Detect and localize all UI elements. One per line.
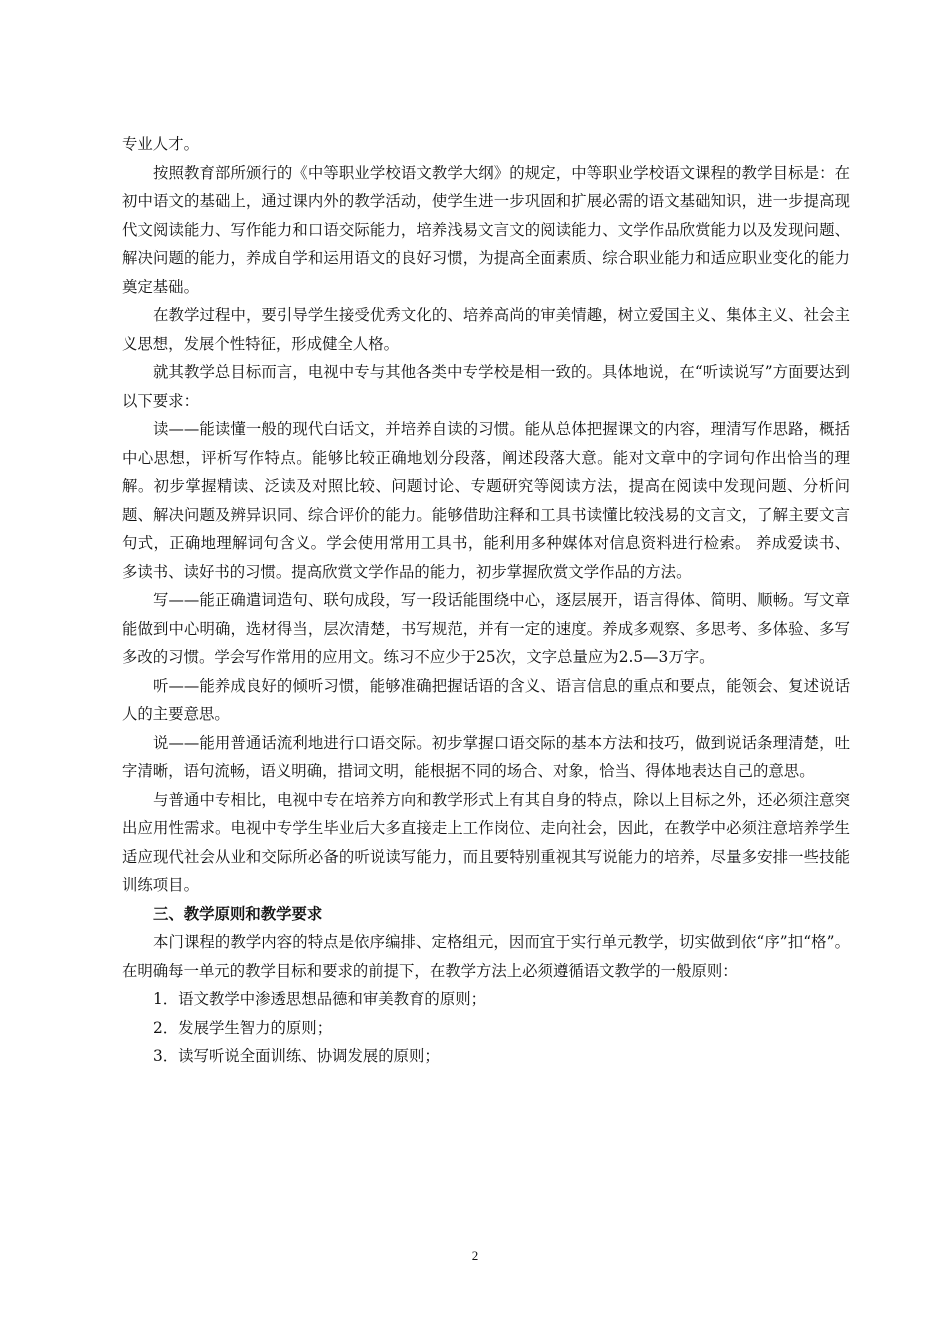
principle-item: 2．发展学生智力的原则； [153,1018,333,1037]
principle-item: 3．读写听说全面训练、协调发展的原则； [153,1047,440,1065]
paragraph-listening: 听——能养成良好的倾听习惯，能够准确把握话语的含义、语言信息的重点和要点，能领会、复述说话人的主要意思。 [122,676,850,723]
section-heading: 三、教学原则和教学要求 [153,904,323,923]
document-body [122,130,850,1071]
paragraph-comparison: 与普通中专相比，电视中专在培养方向和教学形式上有其自身的特点，除以上目标之外，还必须注意突出应用性需求。电视中专学生毕业后大多直接走上工作岗位、走向社会，因此，在教学中必须注意培养学生适应现代社会从业和交际所必备的听说读写能力，而且要特别重视其写说能力的培养，尽量多安排一些技能训练项目。 [122,790,850,894]
paragraph-teaching-process: 在教学过程中，要引导学生接受优秀文化的、培养高尚的审美情趣，树立爱国主义、集体主义、社会主义思想，发展个性特征，形成健全人格。 [122,306,850,353]
paragraph-teaching-goals: 按照教育部所颁行的《中等职业学校语文教学大纲》的规定，中等职业学校语文课程的教学目标是：在初中语文的基础上，通过课内外的教学活动，使学生进一步巩固和扩展必需的语文基础知识，进一步提高现代文阅读能力、写作能力和口语交际能力，培养浅易文言文的阅读能力、文学作品欣赏能力以及发现问题、解决问题的能力，养成自学和运用语文的良好习惯，为提高全面素质、综合职业能力和适应职业变化的能力奠定基础。 [122,163,850,296]
page-number: 2 [471,1248,479,1263]
principle-item: 1．语文教学中渗透思想品德和审美教育的原则； [153,990,486,1008]
section-intro: 本门课程的教学内容的特点是依序编排、定格组元，因而宜于实行单元教学，切实做到依“序”扣“格”。在明确每一单元的教学目标和要求的前提下，在教学方法上必须遵循语文教学的一般原则： [122,933,850,980]
paragraph-writing: 写——能正确遣词造句、联句成段，写一段话能围绕中心，逐层展开，语言得体、简明、顺畅。写文章能做到中心明确，选材得当，层次清楚，书写规范，并有一定的速度。养成多观察、多思考、多体验、多写多改的习惯。学会写作常用的应用文。练习不应少于25次，文字总量应为2.5—3万字。 [122,591,850,666]
paragraph-general-goal: 就其教学总目标而言，电视中专与其他各类中专学校是相一致的。具体地说，在“听读说写”方面要达到以下要求： [122,363,850,410]
paragraph-continuation: 专业人才。 [122,135,199,153]
paragraph-reading: 读——能读懂一般的现代白话文，并培养自读的习惯。能从总体把握课文的内容，理清写作思路，概括中心思想，评析写作特点。能够比较正确地划分段落，阐述段落大意。能对文章中的字词句作出恰当的理解。初步掌握精读、泛读及对照比较、问题讨论、专题研究等阅读方法，提高在阅读中发现问题、分析问题、解决问题及辨异识同、综合评价的能力。能够借助注释和工具书读懂比较浅易的文言文，了解主要文言句式，正确地理解词句含义。学会使用常用工具书，能利用多种媒体对信息资料进行检索。 养成爱读书、多读书、读好书的习惯。提高欣赏文学作品的能力，初步掌握欣赏文学作品的方法。 [122,420,850,581]
paragraph-speaking: 说——能用普通话流利地进行口语交际。初步掌握口语交际的基本方法和技巧，做到说话条理清楚，吐字清晰，语句流畅，语义明确，措词文明，能根据不同的场合、对象，恰当、得体地表达自己的意思。 [122,733,850,780]
